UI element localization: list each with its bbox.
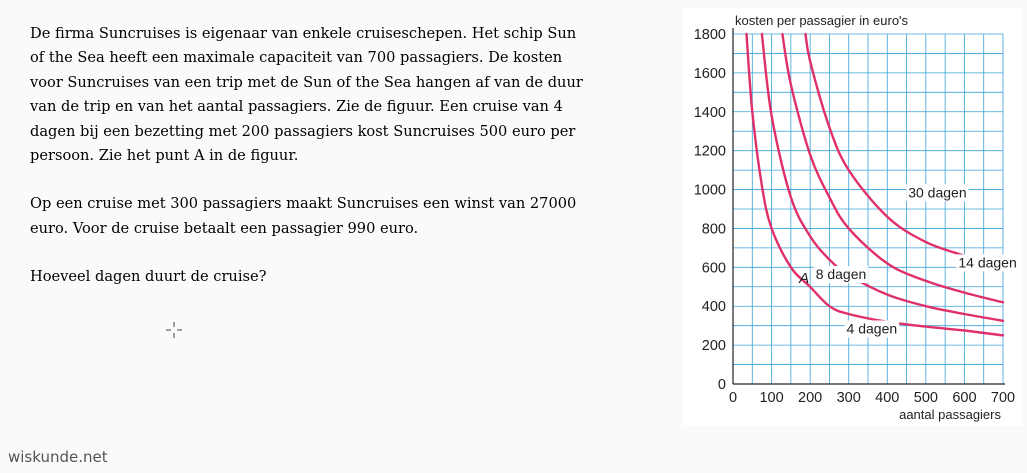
curve-label: 30 dagen (908, 184, 967, 201)
y-tick-label: 0 (717, 377, 726, 393)
curve-8-dagen (762, 34, 1003, 321)
y-tick-label: 600 (701, 260, 726, 277)
x-tick-label: 600 (952, 390, 977, 406)
question-paragraph-3: Hoeveel dagen duurt de cruise? (30, 268, 267, 286)
curve-label: 14 dagen (958, 254, 1017, 271)
y-tick-label: 1600 (693, 65, 726, 82)
point-label-A: A (799, 269, 810, 287)
x-tick-label: 200 (798, 390, 823, 406)
crosshair-cursor-icon (164, 320, 184, 340)
x-tick-label: 500 (913, 390, 938, 406)
y-tick-label: 200 (701, 338, 726, 355)
x-tick-label: 100 (759, 390, 784, 406)
chart-card (683, 8, 1023, 426)
y-tick-label: 1200 (693, 143, 726, 160)
x-tick-label: 300 (836, 390, 861, 406)
y-tick-label: 1000 (693, 182, 726, 199)
x-axis-label: aantal passagiers (899, 407, 1001, 422)
y-tick-label: 1400 (693, 104, 726, 121)
cost-chart (683, 8, 1023, 426)
x-tick-label: 0 (728, 390, 738, 406)
brand-label: wiskunde.net (8, 448, 108, 466)
question-paragraph-1: De firma Suncruises is eigenaar van enkele cruiseschepen. Het schip Sun of the Sea heeft een maximale capaciteit van 700 passagiers. De kosten voor Suncruises van een trip met de Sun of the Sea hangen af van de duur van de trip en van het aantal passagiers. Zie de figuur. Een cruise van 4 dagen bij een bezetting met 200 passagiers kost Suncruises 500 euro per persoon. Zie het punt A in de figuur. (30, 25, 583, 165)
x-tick-label: 400 (875, 390, 900, 406)
question-paragraph-2: Op een cruise met 300 passagiers maakt Suncruises een winst van 27000 euro. Voor de cruise betaalt een passagier 990 euro. (30, 195, 577, 237)
chart-labels (694, 13, 1019, 422)
curve-label: 8 dagen (815, 266, 867, 282)
curve-label: 4 dagen (846, 320, 898, 337)
y-tick-label: 800 (701, 221, 726, 238)
x-tick-label: 700 (990, 390, 1016, 406)
y-tick-label: 400 (701, 299, 726, 316)
y-axis-label: kosten per passagier in euro's (735, 13, 909, 28)
question-text (30, 22, 590, 314)
y-tick-label: 1800 (693, 27, 726, 43)
